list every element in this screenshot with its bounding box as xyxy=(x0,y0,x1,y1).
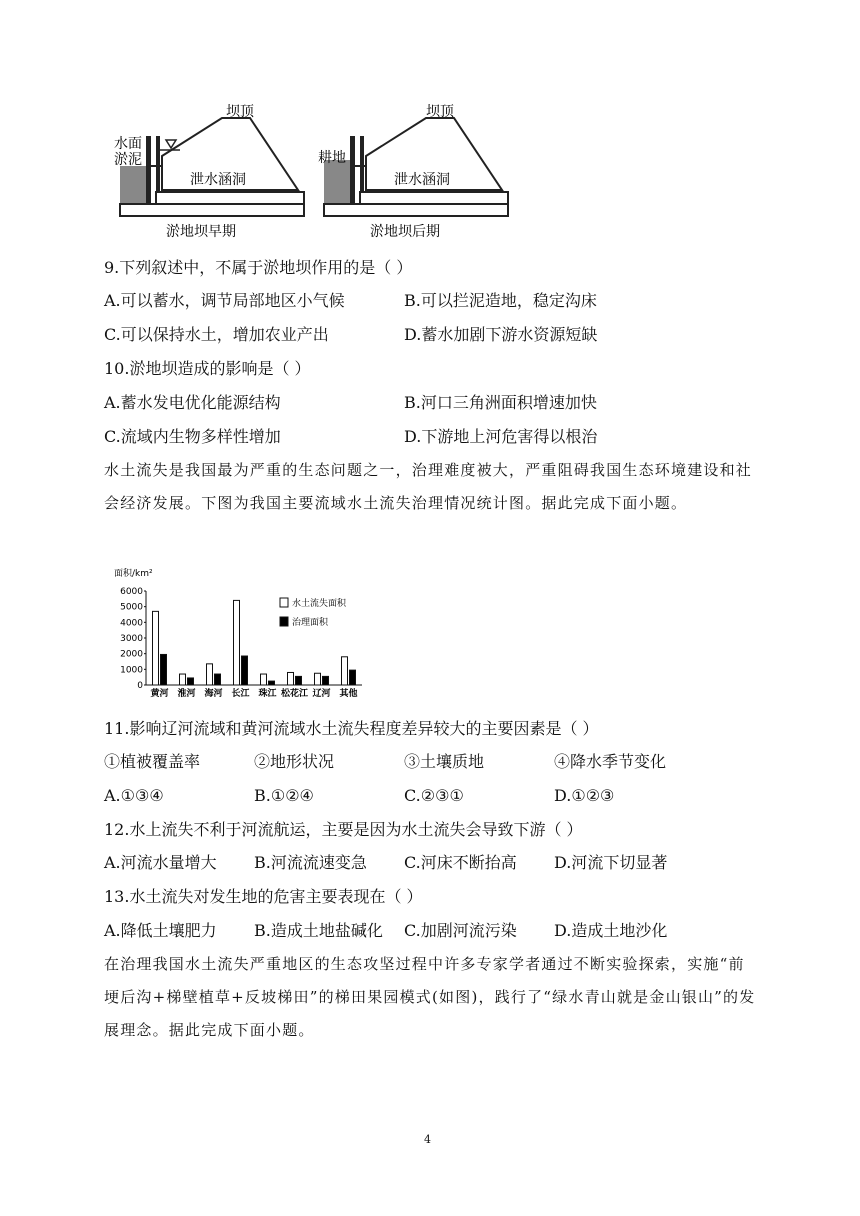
bar-treated xyxy=(323,676,329,685)
x-tick-label: 淮河 xyxy=(177,689,196,699)
q13-option-b[interactable]: B.造成土地盐碱化 xyxy=(254,921,383,940)
x-tick-label: 珠江 xyxy=(258,689,277,699)
bar-erosion xyxy=(234,600,240,685)
x-tick-label: 黄河 xyxy=(150,689,169,699)
q11-stem: 11.影响辽河流域和黄河流域水土流失程度差异较大的主要因素是（ ） xyxy=(104,719,599,738)
bar-erosion xyxy=(261,674,267,685)
q12-option-d[interactable]: D.河流下切显著 xyxy=(554,853,668,872)
q11-item-4: ④降水季节变化 xyxy=(554,752,667,771)
y-axis-label: 面积/km² xyxy=(114,569,153,579)
q13-option-d[interactable]: D.造成土地沙化 xyxy=(554,921,668,940)
q10-option-c[interactable]: C.流域内生物多样性增加 xyxy=(104,427,281,446)
water-label: 水面 xyxy=(114,136,142,152)
soil-erosion-bar-chart xyxy=(112,565,372,707)
late-caption: 淤地坝后期 xyxy=(370,224,440,240)
chart-legend xyxy=(280,597,347,628)
bar-erosion xyxy=(207,664,213,685)
x-tick-label: 海河 xyxy=(204,689,223,699)
bar-erosion xyxy=(288,672,294,685)
q10-stem: 10.淤地坝造成的影响是（ ） xyxy=(104,359,311,378)
q13-stem: 13.水土流失对发生地的危害主要表现在（ ） xyxy=(104,887,423,906)
farmland-area xyxy=(324,160,354,210)
q12-stem: 12.水上流失不利于河流航运，主要是因为水土流失会导致下游（ ） xyxy=(104,820,583,839)
q10-option-d[interactable]: D.下游地上河危害得以根治 xyxy=(404,427,598,446)
dam-figure-early xyxy=(110,100,310,242)
q9-option-d[interactable]: D.蓄水加剧下游水资源短缺 xyxy=(404,325,598,344)
bar-treated xyxy=(215,674,221,685)
q13-option-a[interactable]: A.降低土壤肥力 xyxy=(104,921,217,940)
x-tick-label: 辽河 xyxy=(312,689,331,699)
bar-treated xyxy=(296,676,302,685)
y-tick-label: 6000 xyxy=(120,587,143,597)
silt-label: 淤泥 xyxy=(114,152,142,168)
early-caption: 淤地坝早期 xyxy=(166,224,236,240)
bar-erosion xyxy=(153,611,159,685)
bar-treated xyxy=(161,654,167,685)
x-tick-label: 长江 xyxy=(231,689,250,699)
q11-option-a[interactable]: A.①③④ xyxy=(104,786,164,805)
q10-option-b[interactable]: B.河口三角洲面积增速加快 xyxy=(404,393,597,412)
x-tick-label: 松花江 xyxy=(280,689,309,699)
q11-option-b[interactable]: B.①②④ xyxy=(254,786,314,805)
q11-item-1: ①植被覆盖率 xyxy=(104,752,201,771)
q13-option-c[interactable]: C.加剧河流污染 xyxy=(404,921,517,940)
culvert-label: 泄水涵洞 xyxy=(190,172,246,188)
passage-1: 水土流失是我国最为严重的生态问题之一，治理难度被大，严重阻碍我国生态环境建设和社会经济发展。下图为我国主要流域水土流失治理情况统计图。据此完成下面小题。 xyxy=(104,461,753,512)
bar-erosion xyxy=(180,674,186,685)
farmland-label: 耕地 xyxy=(318,150,346,166)
q9-option-a[interactable]: A.可以蓄水，调节局部地区小气候 xyxy=(104,291,345,310)
q12-option-c[interactable]: C.河床不断抬高 xyxy=(404,853,517,872)
q9-option-b[interactable]: B.可以拦泥造地，稳定沟床 xyxy=(404,291,597,310)
y-tick-label: 0 xyxy=(137,681,143,691)
legend-swatch-erosion xyxy=(280,598,288,607)
legend-swatch-treated xyxy=(280,617,288,626)
dam-figure-late xyxy=(314,100,514,242)
bar-treated xyxy=(242,656,248,685)
q10-option-a[interactable]: A.蓄水发电优化能源结构 xyxy=(104,393,281,412)
water-level-icon xyxy=(166,140,176,148)
dam-top-label: 坝顶 xyxy=(226,104,254,120)
bar-treated xyxy=(269,681,275,685)
q11-option-d[interactable]: D.①②③ xyxy=(554,786,615,805)
q9-stem: 9.下列叙述中，不属于淤地坝作用的是（ ） xyxy=(104,258,413,277)
q11-item-3: ③土壤质地 xyxy=(404,752,485,771)
q11-item-2: ②地形状况 xyxy=(254,752,335,771)
bar-treated xyxy=(188,678,194,685)
bar-treated xyxy=(350,670,356,685)
culvert-base xyxy=(360,192,508,204)
q12-option-a[interactable]: A.河流水量增大 xyxy=(104,853,217,872)
q12-option-b[interactable]: B.河流流速变急 xyxy=(254,853,367,872)
y-tick-label: 5000 xyxy=(120,602,143,613)
page-number: 4 xyxy=(424,1133,431,1146)
y-tick-label: 3000 xyxy=(120,634,143,644)
wall-left xyxy=(350,136,355,214)
y-tick-label: 2000 xyxy=(120,649,143,660)
dam-top-label: 坝顶 xyxy=(426,104,454,120)
legend-label-treated: 治理面积 xyxy=(292,618,329,628)
culvert-base xyxy=(156,192,304,204)
bar-erosion xyxy=(315,673,321,685)
wall-left xyxy=(146,136,151,214)
legend-label-erosion: 水土流失面积 xyxy=(292,599,347,609)
y-tick-label: 1000 xyxy=(120,665,143,676)
y-tick-label: 4000 xyxy=(120,618,143,629)
q9-option-c[interactable]: C.可以保持水土，增加农业产出 xyxy=(104,325,329,344)
x-tick-label: 其他 xyxy=(339,689,358,699)
culvert-label: 泄水涵洞 xyxy=(394,172,450,188)
q11-option-c[interactable]: C.②③① xyxy=(404,786,464,805)
bar-erosion xyxy=(342,657,348,685)
passage-2: 在治理我国水土流失严重地区的生态攻坚过程中许多专家学者通过不断实验探索，实施“前埂后沟+梯壁植草+反坡梯田”的梯田果园模式(如图)，践行了“绿水青山就是金山银山”的发展理念。据此完成下面小题。 xyxy=(104,955,756,1039)
